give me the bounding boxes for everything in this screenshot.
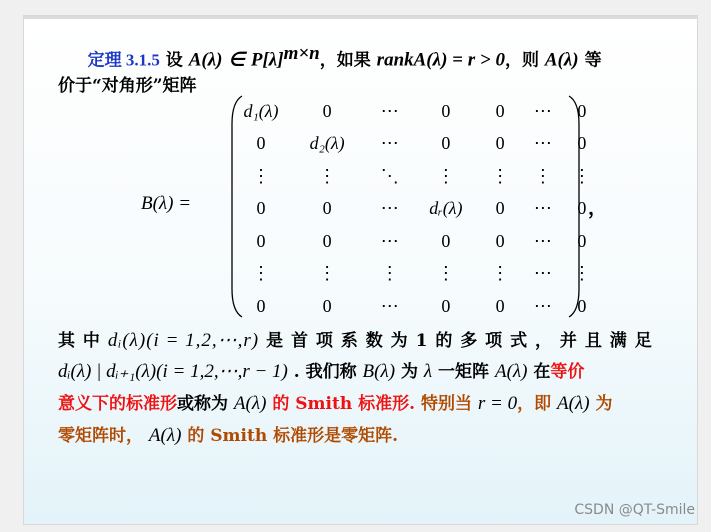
matrix-cell: ⋯: [380, 100, 399, 121]
matrix-cell: dᵣ(λ): [429, 198, 463, 219]
matrix-block: [141, 94, 608, 324]
para-line-3: [58, 388, 667, 420]
math-rank: rankA(λ) = r > 0: [376, 49, 505, 71]
text-biaozhunxing-red: 意义下的标准形: [58, 394, 177, 414]
matrix-comma: ，: [588, 197, 608, 219]
matrix-table: [233, 95, 601, 323]
matrix-cell: ⋯: [380, 133, 399, 154]
text-women: . 我们称: [293, 362, 357, 382]
text-ze: ，则: [504, 50, 539, 71]
matrix-cell: ⋮: [572, 263, 591, 284]
matrix-row: [233, 128, 601, 161]
matrix-row: [233, 258, 601, 291]
matrix-row: [233, 160, 601, 193]
matrix-cell: ⋮: [436, 263, 455, 284]
matrix-cell: 0: [256, 133, 266, 154]
text-shoubixiang: 是 首 项 系 数 为: [266, 331, 409, 351]
text-zai: 在: [533, 362, 551, 382]
theorem-label: 定理 3.1.5: [87, 50, 160, 70]
text-wei: 为: [400, 362, 418, 382]
text-she: 设: [165, 50, 183, 71]
matrix-cell: 0: [441, 133, 451, 154]
matrix-cell: ⋯: [533, 198, 552, 219]
text-qizhong: 其 中: [58, 331, 101, 351]
matrix-cell: 0: [577, 133, 587, 154]
matrix-cell: 0: [577, 198, 587, 219]
text-duoxiangshi: 的 多 项 式 ， 并 且 满 足: [435, 331, 653, 351]
matrix-cell: 0: [441, 295, 451, 316]
math-A-lambda-4: A(λ): [233, 393, 267, 414]
math-A-lambda-2: A(λ): [544, 49, 579, 71]
math-sup-mn: m×n: [283, 43, 320, 64]
matrix-cell: ⋱: [380, 165, 399, 186]
matrix-cell: 0: [441, 230, 451, 251]
matrix-cell: 0: [322, 230, 332, 251]
slide-top-border: [24, 16, 697, 19]
matrix-cell: 0: [441, 100, 451, 121]
matrix-cell: 0: [256, 295, 266, 316]
matrix-cell: 0: [322, 198, 332, 219]
math-A-lambda-3: A(λ): [494, 361, 528, 382]
matrix-cell: ⋮: [318, 263, 337, 284]
matrix-cell: d₂(λ): [309, 133, 345, 154]
matrix-cell: d₁(λ): [243, 100, 279, 121]
matrix-cell: ⋮: [491, 165, 510, 186]
matrix-cell: ⋯: [533, 133, 552, 154]
matrix-cell: 0: [495, 230, 505, 251]
matrix-cell: ⋮: [491, 263, 510, 284]
matrix-cell: ⋯: [533, 263, 552, 284]
matrix-cell: ⋯: [533, 295, 552, 316]
matrix-cell: 0: [256, 198, 266, 219]
text-smith-red: 的 Smith 标准形.: [272, 394, 416, 414]
matrix-cell: ⋮: [318, 165, 337, 186]
matrix-cell: 0: [577, 230, 587, 251]
text-ruguo: ，如果: [319, 50, 371, 71]
matrix-cell: ⋯: [380, 295, 399, 316]
matrix-row: [233, 290, 601, 323]
matrix-cell: ⋯: [533, 100, 552, 121]
para-line-4: [58, 420, 667, 452]
text-one: 1: [415, 331, 429, 351]
matrix-cell: 0: [495, 295, 505, 316]
para-line-2: [58, 356, 667, 388]
para-line-1: [58, 325, 667, 357]
slide: [23, 15, 698, 525]
theorem-line-2: 价于“对角形”矩阵: [58, 76, 197, 96]
text-deng: 等: [584, 50, 602, 71]
right-paren: [567, 94, 583, 319]
matrix-cell: 0: [495, 133, 505, 154]
matrix-cell: 0: [256, 230, 266, 251]
text-huochengwei: 或称为: [177, 394, 228, 414]
text-lingjuzhen: 零矩阵时，: [58, 426, 143, 446]
text-wei-2: 为: [595, 394, 613, 414]
math-A-lambda: A(λ): [188, 49, 223, 71]
math-A-lambda-6: A(λ): [148, 425, 182, 446]
matrix-cell: ⋯: [533, 230, 552, 251]
math-P-lambda: P[λ]: [250, 49, 284, 71]
matrix-cell: ⋮: [252, 263, 271, 284]
math-divides: dᵢ(λ) | dᵢ₊₁(λ)(i = 1,2,⋯,r − 1): [58, 361, 288, 382]
math-B-lambda: B(λ): [362, 361, 396, 382]
watermark: CSDN @QT-Smile: [574, 502, 695, 518]
math-di-range: dᵢ(λ)(i = 1,2,⋯,r): [107, 330, 260, 351]
matrix-row: [233, 225, 601, 258]
matrix-cell: ⋯: [380, 230, 399, 251]
math-A-lambda-5: A(λ): [557, 393, 590, 414]
matrix-cell: 0: [322, 295, 332, 316]
math-in: ∈: [228, 49, 245, 71]
matrix-cell: 0: [322, 100, 332, 121]
matrix-cell: ⋮: [436, 165, 455, 186]
text-tebie: 特别当: [420, 394, 472, 414]
matrix-row: [233, 193, 601, 226]
math-lambda: λ: [423, 361, 433, 382]
matrix-cell: ⋯: [380, 198, 399, 219]
matrix-cell: ⋮: [572, 165, 591, 186]
matrix-cell: ⋮: [380, 263, 399, 284]
matrix-lhs: B(λ) =: [141, 193, 192, 214]
math-r-zero: r = 0: [477, 393, 518, 414]
text-ji: ，即: [517, 394, 552, 414]
matrix-cell: ⋮: [252, 165, 271, 186]
matrix-cell: 0: [495, 198, 505, 219]
text-dengjia-red: 等价: [550, 362, 585, 382]
matrix-cell: 0: [577, 295, 587, 316]
text-smith-zero: 的 Smith 标准形是零矩阵.: [187, 426, 399, 446]
text-yijuzhen: 一矩阵: [438, 362, 490, 382]
matrix-row: [233, 95, 601, 128]
matrix-cell: 0: [495, 100, 505, 121]
matrix-cell: ⋮: [533, 165, 552, 186]
matrix-cell: 0: [577, 100, 587, 121]
